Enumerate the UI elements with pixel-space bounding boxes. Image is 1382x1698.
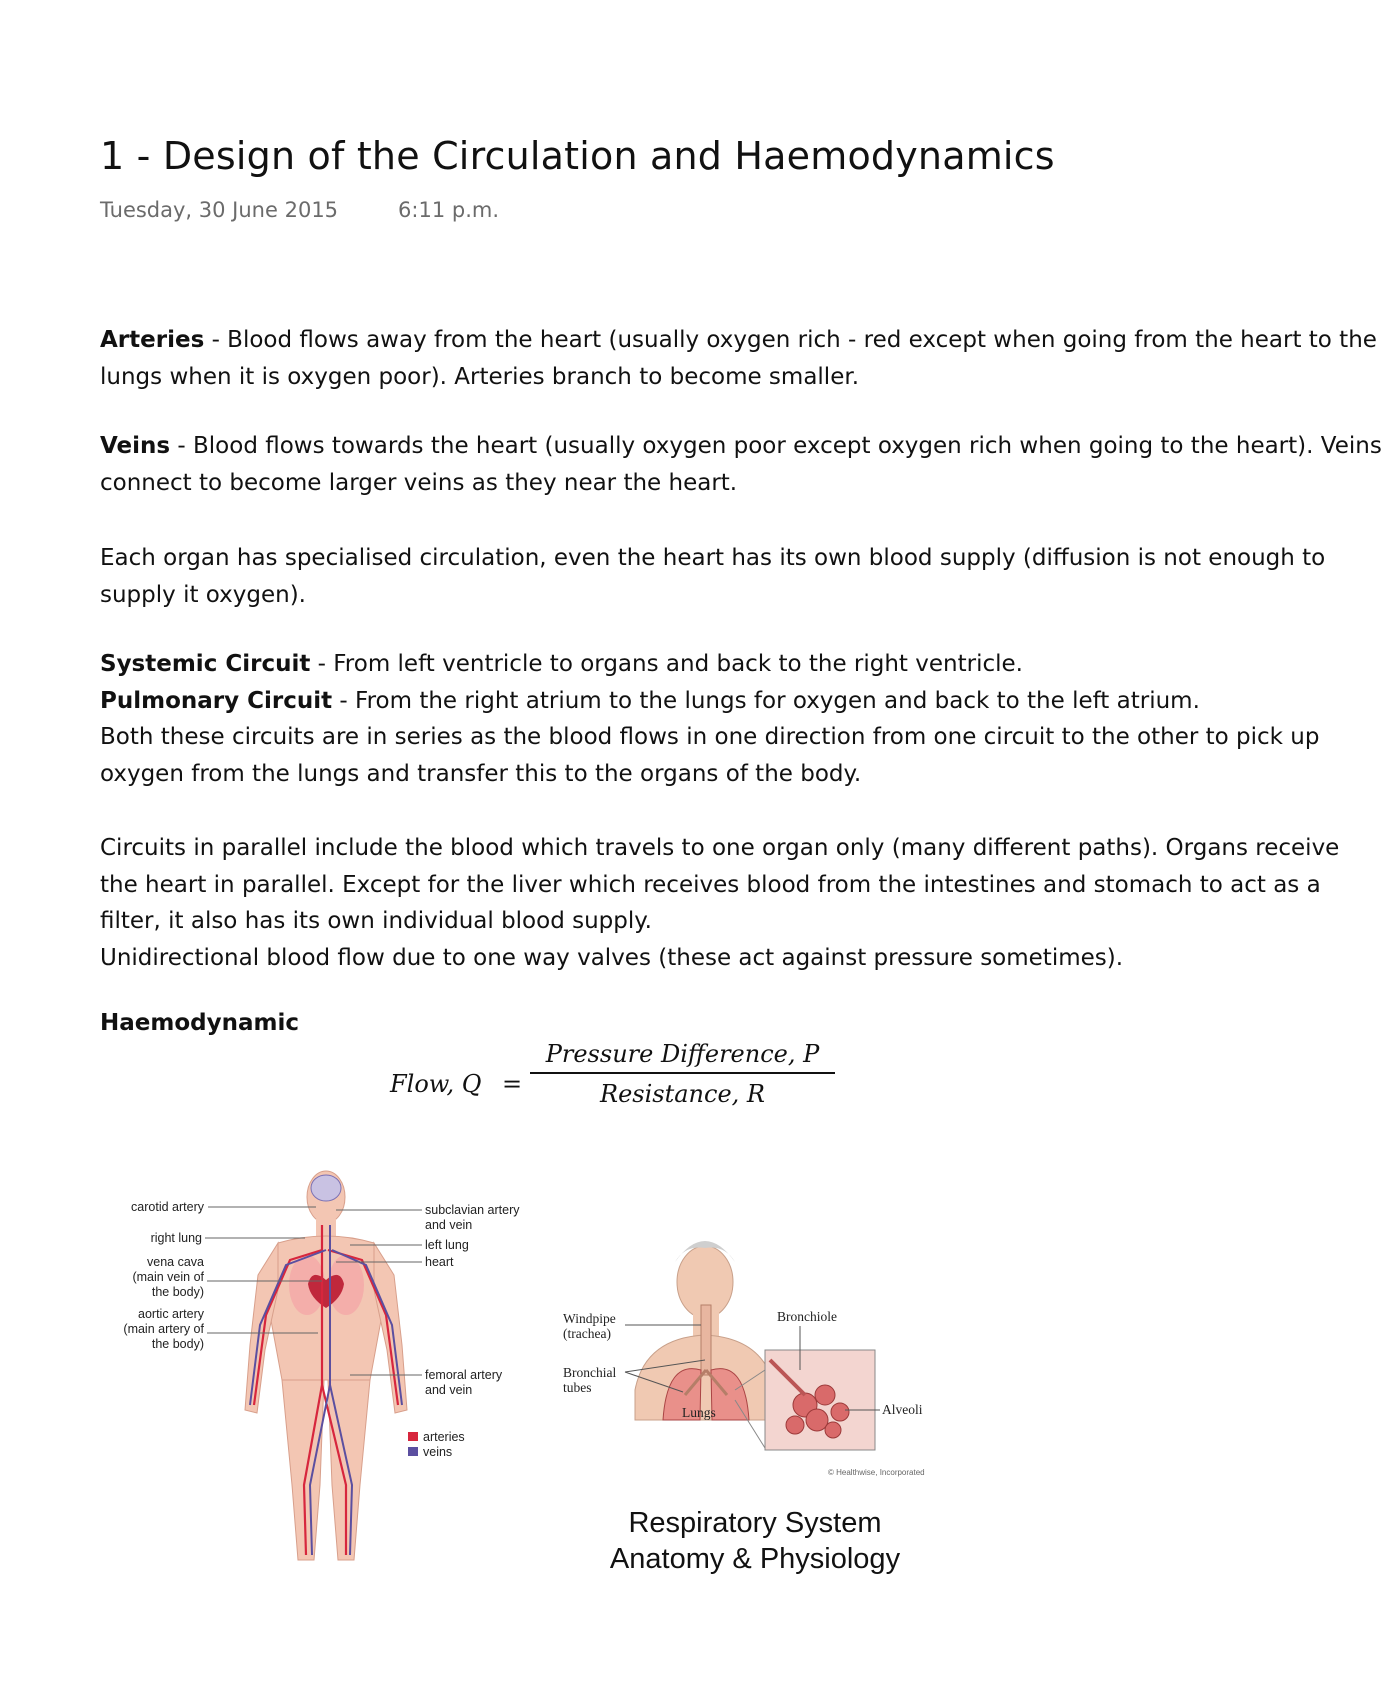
label-vena-cava-3: the body)	[151, 1285, 204, 1299]
organs-line-2: supply it oxygen).	[100, 581, 306, 608]
circuits-paragraph	[100, 646, 1319, 792]
veins-term: Veins	[100, 433, 171, 459]
pulmonary-line	[100, 683, 1319, 720]
arteries-line-2: lungs when it is oxygen poor). Arteries branch to become smaller.	[100, 363, 859, 390]
systemic-text: - From left ventricle to organs and back to the right ventricle.	[310, 651, 1023, 677]
label-aortic-artery-3: the body)	[151, 1337, 204, 1351]
equation-lhs: Flow, Q	[390, 1070, 482, 1098]
respiratory-system-figure	[555, 1220, 955, 1490]
label-bronchiole: Bronchiole	[777, 1309, 837, 1324]
label-tubes: tubes	[563, 1380, 592, 1395]
label-subclavian: subclavian artery	[425, 1203, 520, 1217]
label-femoral-2: and vein	[425, 1383, 473, 1397]
veins-line-1	[100, 428, 1382, 465]
veins-paragraph	[100, 428, 1382, 501]
parallel-line-1: Circuits in parallel include the blood which travels to one organ only (many different paths). Organs receive	[100, 835, 1340, 861]
page-date: Tuesday, 30 June 2015	[100, 198, 339, 222]
parallel-line-2: the heart in parallel. Except for the liver which receives blood from the intestines and stomach to act as a	[100, 871, 1321, 898]
respiratory-caption	[570, 1505, 940, 1577]
pulmonary-term: Pulmonary Circuit	[100, 687, 333, 714]
legend	[408, 1430, 465, 1459]
respiratory-caption-line-1: Respiratory System	[628, 1507, 882, 1539]
label-aortic-artery: aortic artery	[138, 1307, 204, 1321]
arteries-paragraph	[100, 322, 1377, 395]
respiratory-caption-line-2: Anatomy & Physiology	[609, 1543, 901, 1575]
label-left-lung: left lung	[425, 1238, 469, 1252]
circuits-line-4: oxygen from the lungs and transfer this to the organs of the body.	[100, 760, 862, 787]
label-right-lung: right lung	[150, 1231, 202, 1245]
equation-fraction	[530, 1040, 835, 1108]
page-title: 1 - Design of the Circulation and Haemodynamics	[100, 134, 1055, 178]
label-carotid-artery: carotid artery	[131, 1200, 204, 1214]
arteries-term: Arteries	[100, 327, 205, 353]
legend-veins: veins	[423, 1445, 453, 1459]
circulatory-system-figure	[100, 1155, 550, 1575]
veins-line-2: connect to become larger veins as they near the heart.	[100, 469, 738, 496]
circuits-line-3: Both these circuits are in series as the blood flows in one direction from one circuit to the other to pick up	[100, 724, 1320, 750]
veins-text-1: - Blood flows towards the heart (usually oxygen poor except oxygen rich when going to the heart). Veins	[170, 433, 1382, 459]
legend-veins-swatch	[408, 1447, 418, 1456]
label-subclavian-2: and vein	[425, 1218, 473, 1232]
label-alveoli: Alveoli	[882, 1402, 923, 1417]
legend-arteries-swatch	[408, 1432, 418, 1441]
label-trachea: (trachea)	[563, 1326, 611, 1341]
parallel-line-4: Unidirectional blood flow due to one way valves (these act against pressure sometimes).	[100, 944, 1124, 971]
label-vena-cava-2: (main vein of	[132, 1270, 204, 1284]
parallel-paragraph	[100, 830, 1339, 976]
figure-credit: © Healthwise, Incorporated	[828, 1468, 925, 1477]
parallel-line-3: filter, it also has its own individual blood supply.	[100, 908, 652, 934]
label-bronchial: Bronchial	[563, 1365, 617, 1380]
body-silhouette	[245, 1171, 407, 1560]
label-aortic-artery-2: (main artery of	[123, 1322, 204, 1336]
equation-denominator: Resistance, R	[600, 1080, 765, 1108]
legend-arteries: arteries	[423, 1430, 465, 1444]
pulmonary-text: - From the right atrium to the lungs for oxygen and back to the left atrium.	[332, 687, 1200, 714]
equation-equals: =	[502, 1070, 523, 1098]
label-vena-cava: vena cava	[147, 1255, 204, 1269]
organs-line-1: Each organ has specialised circulation, even the heart has its own blood supply (diffusion is not enough to	[100, 545, 1326, 571]
arteries-line-1	[100, 322, 1377, 359]
label-femoral: femoral artery	[425, 1368, 503, 1382]
equation-numerator: Pressure Difference, P	[545, 1040, 820, 1068]
haemodynamic-heading: Haemodynamic	[100, 1010, 299, 1036]
page-meta	[100, 198, 499, 222]
systemic-line	[100, 646, 1319, 683]
page-time: 6:11 p.m.	[398, 198, 500, 222]
label-heart: heart	[425, 1255, 454, 1269]
flow-equation	[390, 1040, 850, 1120]
left-labels	[123, 1200, 204, 1351]
systemic-term: Systemic Circuit	[100, 651, 311, 677]
label-lungs: Lungs	[682, 1405, 716, 1420]
right-labels	[425, 1203, 520, 1397]
arteries-text-1: - Blood flows away from the heart (usually oxygen rich - red except when going from the heart to the	[204, 327, 1377, 353]
organs-paragraph	[100, 540, 1325, 613]
label-windpipe: Windpipe	[563, 1311, 616, 1326]
